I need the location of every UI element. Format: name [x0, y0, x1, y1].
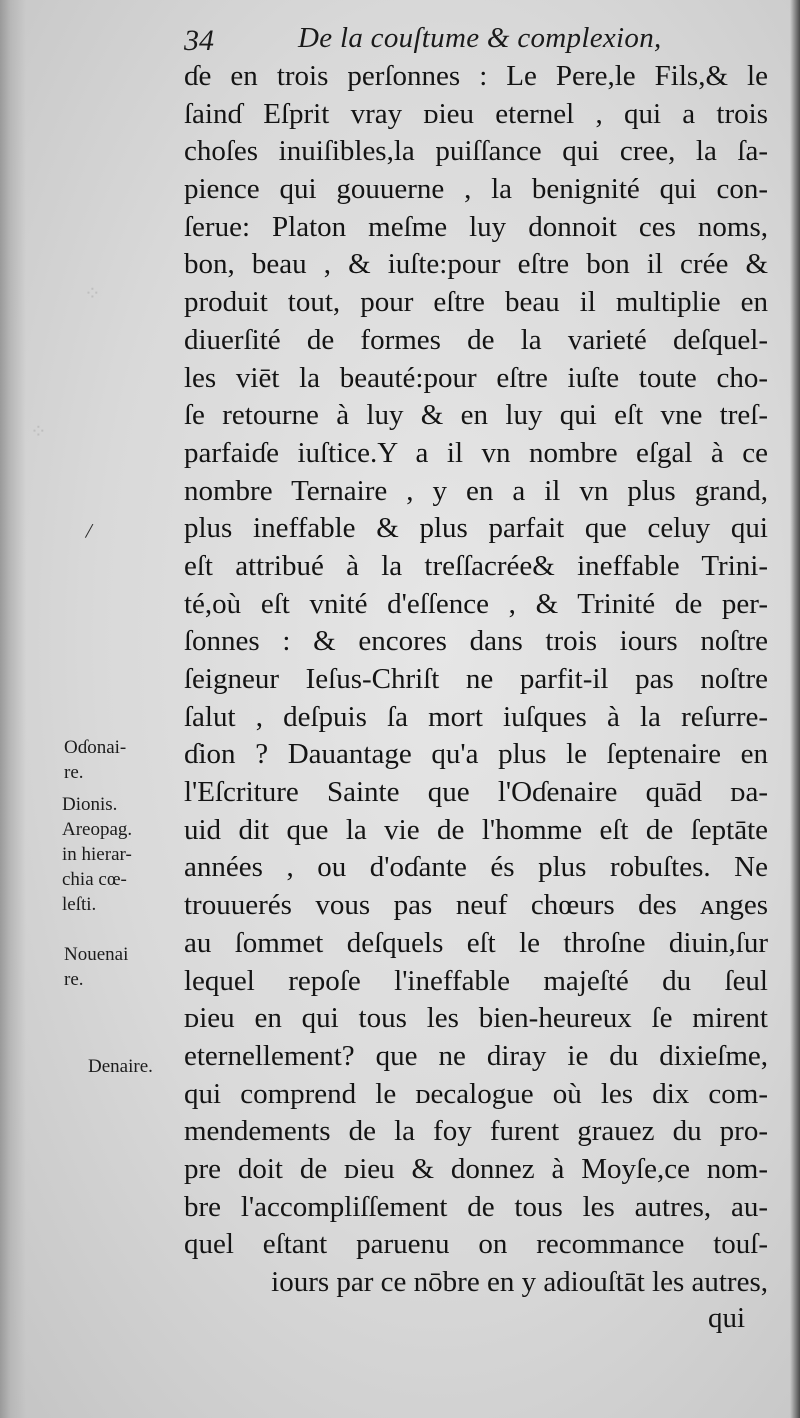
- text-line: uid dit que la vie de l'homme eſt de ſeptāte: [184, 813, 768, 846]
- margin-note-line: Areopag.: [62, 819, 133, 840]
- text-line: produit tout, pour eſtre beau il multiplie en: [184, 286, 768, 319]
- margin-note-line: Denaire.: [88, 1056, 153, 1077]
- body-text: [184, 58, 768, 1302]
- text-line: bre l'accompliſſement de tous les autres, au-: [184, 1190, 768, 1223]
- text-line: té,où eſt vnité d'eſſence , & Trinité de per-: [184, 587, 768, 620]
- text-line: ſe retourne à luy & en luy qui eſt vne treſ-: [184, 399, 768, 432]
- margin-note-dionis-areopagite: [62, 792, 132, 917]
- text-line: quel eſtant paruenu on recommance touſ-: [184, 1228, 768, 1261]
- text-line: bon, beau , & iuſte:pour eſtre bon il crée &: [184, 248, 768, 281]
- bleed-through-mark: ⁘: [84, 283, 101, 305]
- margin-note-line: Oɗonai-: [64, 737, 127, 758]
- margin-note-denaire: [88, 1054, 153, 1079]
- margin-note-line: re.: [64, 969, 84, 990]
- margin-note-line: leſti.: [62, 894, 97, 915]
- text-line: eſt attribué à la treſſacrée& ineffable Trini-: [184, 549, 768, 582]
- text-line: lequel repoſe l'ineffable majeſté du ſeul: [184, 964, 768, 997]
- gutter-shadow: [0, 0, 26, 1418]
- margin-pen-mark: /: [83, 517, 95, 544]
- text-line: nombre Ternaire , y en a il vn plus grand,: [184, 474, 768, 507]
- text-line: années , ou d'oɗante és plus robuſtes. Ne: [184, 851, 768, 884]
- catchword: qui: [708, 1302, 746, 1334]
- running-head: De la couſtume & complexion,: [298, 22, 662, 54]
- text-line: les viēt la beauté:pour eſtre iuſte toute cho-: [184, 361, 768, 394]
- text-line: parfaiɗe iuſtice.Y a il vn nombre eſgal à ce: [184, 436, 768, 469]
- text-line: ſonnes : & encores dans trois iours noſtre: [184, 625, 768, 658]
- text-line: choſes inuiſibles,la puiſſance qui cree, la ſa-: [184, 135, 768, 168]
- text-line: ſeigneur Ieſus-Chriſt ne parfit-il pas noſtre: [184, 663, 768, 695]
- text-line: trouuerés vous pas neuf chœurs des ᴀnges: [184, 889, 768, 922]
- text-line: eternellement? que ne diray ie du dixieſme,: [184, 1039, 768, 1072]
- text-line: ᴅieu en qui tous les bien-heureux ſe mirent: [184, 1002, 768, 1035]
- margin-note-octonaire: [64, 735, 126, 785]
- margin-note-line: Dionis.: [62, 794, 118, 815]
- margin-note-line: chia cœ-: [62, 869, 127, 890]
- text-line: ſalut , deſpuis ſa mort iuſques à la reſurre-: [184, 700, 768, 733]
- text-line: ſainɗ Eſprit vray ᴅieu eternel , qui a trois: [184, 97, 768, 130]
- bleed-through-mark: ⁘: [30, 421, 47, 443]
- text-line: ɗion ? Dauantage qu'a plus le ſeptenaire en: [184, 738, 768, 771]
- text-line: plus ineffable & plus parfait que celuy qui: [184, 512, 768, 545]
- text-line: iours par ce nōbre en y adiouſtāt les autres,: [271, 1266, 768, 1298]
- text-line: ſerue: Platon meſme luy donnoit ces noms,: [184, 210, 768, 243]
- text-line: pience qui gouuerne , la benignité qui con-: [184, 173, 768, 206]
- text-line: ɗe en trois perſonnes : Le Pere,le Fils,& le: [184, 60, 768, 92]
- page-edge-shadow: [790, 0, 800, 1418]
- margin-note-nouenaire: [64, 942, 128, 992]
- margin-note-line: re.: [64, 762, 84, 783]
- text-line: diuerſité de formes de la varieté deſquel-: [184, 323, 768, 356]
- text-line: mendements de la foy furent grauez du pro-: [184, 1115, 768, 1148]
- text-line: qui comprend le ᴅecalogue où les dix com-: [184, 1077, 768, 1110]
- text-line: pre doit de ᴅieu & donnez à Moyſe,ce nom-: [184, 1152, 768, 1185]
- page-number: 34: [184, 24, 214, 57]
- text-line: au ſommet deſquels eſt le throſne diuin,ſur: [184, 926, 768, 959]
- margin-note-line: in hierar-: [62, 844, 132, 865]
- page-header: [184, 12, 784, 62]
- margin-note-line: Nouenai: [64, 944, 129, 965]
- text-line: l'Eſcriture Sainte que l'Oɗenaire quād ᴅa-: [184, 776, 768, 809]
